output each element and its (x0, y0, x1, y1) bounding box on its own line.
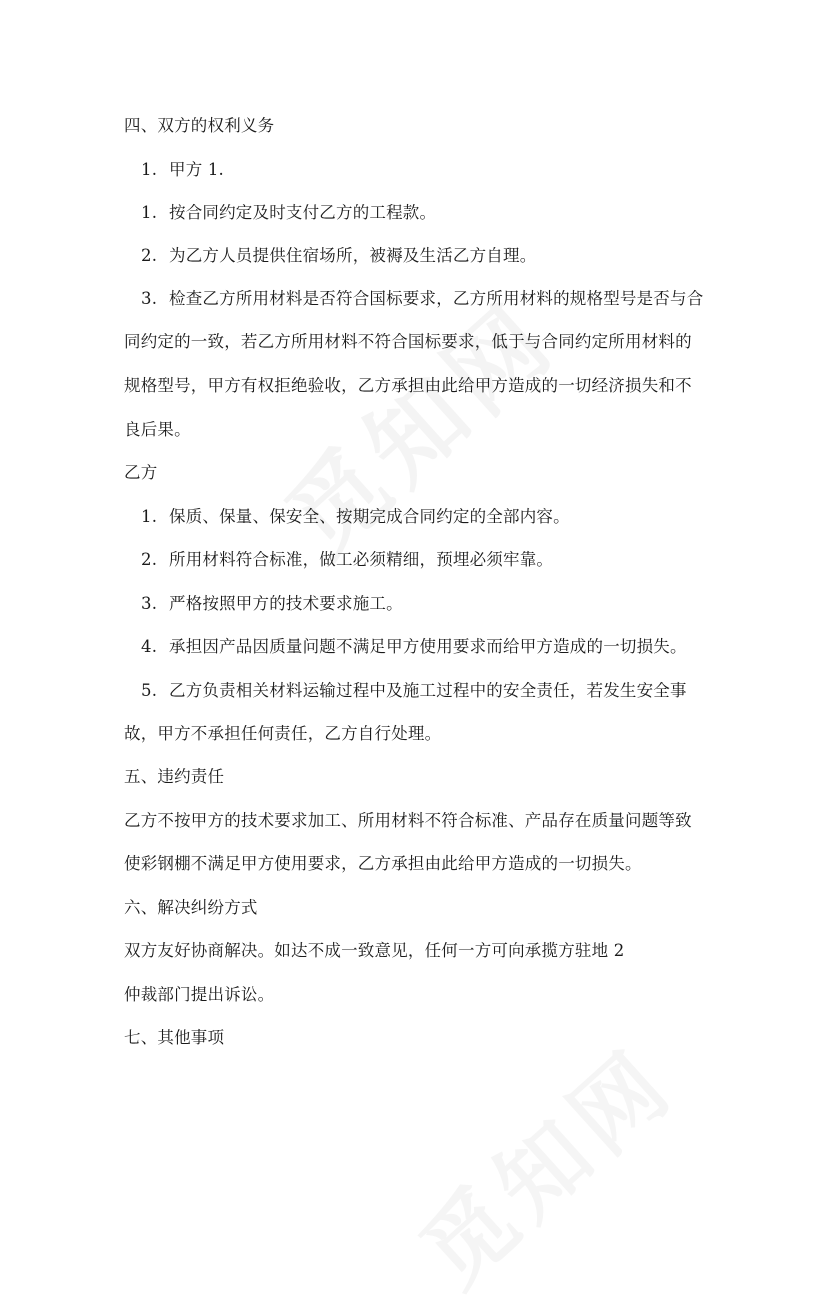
section-4-heading: 四、双方的权利义务 (124, 116, 275, 135)
list-item-continuation: 规格型号，甲方有权拒绝验收，乙方承担由此给甲方造成的一切经济损失和不 (124, 376, 692, 395)
list-item-continuation: 故，甲方不承担任何责任，乙方自行处理。 (124, 724, 442, 743)
party-a-label (0, 160, 830, 180)
section-5-heading: 五、违约责任 (124, 767, 225, 786)
list-text: 所用材料符合标准，做工必须精细，预埋必须牢靠。 (169, 550, 554, 569)
list-item (0, 681, 830, 701)
list-item (0, 594, 830, 614)
list-number: 1. (141, 160, 158, 179)
list-number: 1. (141, 507, 158, 526)
paragraph-line: 使彩钢棚不满足甲方使用要求，乙方承担由此给甲方造成的一切损失。 (124, 854, 642, 873)
list-number: 1. (141, 203, 158, 222)
paragraph-line: 仲裁部门提出诉讼。 (124, 985, 275, 1004)
list-item (0, 550, 830, 570)
list-item (0, 289, 830, 309)
list-text: 检查乙方所用材料是否符合国标要求，乙方所用材料的规格型号是否与合 (169, 289, 704, 308)
list-text: 乙方负责相关材料运输过程中及施工过程中的安全责任，若发生安全事 (169, 681, 687, 700)
list-number: 3. (141, 594, 158, 613)
paragraph-line: 双方友好协商解决。如达不成一致意见，任何一方可向承揽方驻地 2 (124, 941, 625, 960)
list-item (0, 637, 830, 657)
paragraph-line: 乙方不按甲方的技术要求加工、所用材料不符合标准、产品存在质量问题等致 (124, 811, 692, 830)
list-item-continuation: 同约定的一致，若乙方所用材料不符合国标要求，低于与合同约定所用材料的 (124, 332, 692, 351)
list-number: 2. (141, 246, 158, 265)
list-text: 为乙方人员提供住宿场所，被褥及生活乙方自理。 (169, 246, 537, 265)
list-number: 3. (141, 289, 158, 308)
list-item (0, 246, 830, 266)
list-text: 保质、保量、保安全、按期完成合同约定的全部内容。 (169, 507, 570, 526)
party-b-label: 乙方 (124, 463, 158, 482)
list-number: 2. (141, 550, 158, 569)
list-item (0, 507, 830, 527)
section-7-heading: 七、其他事项 (124, 1028, 225, 1047)
list-text: 承担因产品因质量问题不满足甲方使用要求而给甲方造成的一切损失。 (169, 637, 687, 656)
list-text: 严格按照甲方的技术要求施工。 (169, 594, 403, 613)
section-6-heading: 六、解决纠纷方式 (124, 898, 258, 917)
list-number: 5. (141, 681, 158, 700)
party-a-text: 甲方 1. (169, 160, 224, 179)
list-number: 4. (141, 637, 158, 656)
list-text: 按合同约定及时支付乙方的工程款。 (169, 203, 437, 222)
list-item (0, 203, 830, 223)
list-item-continuation: 良后果。 (124, 420, 191, 439)
